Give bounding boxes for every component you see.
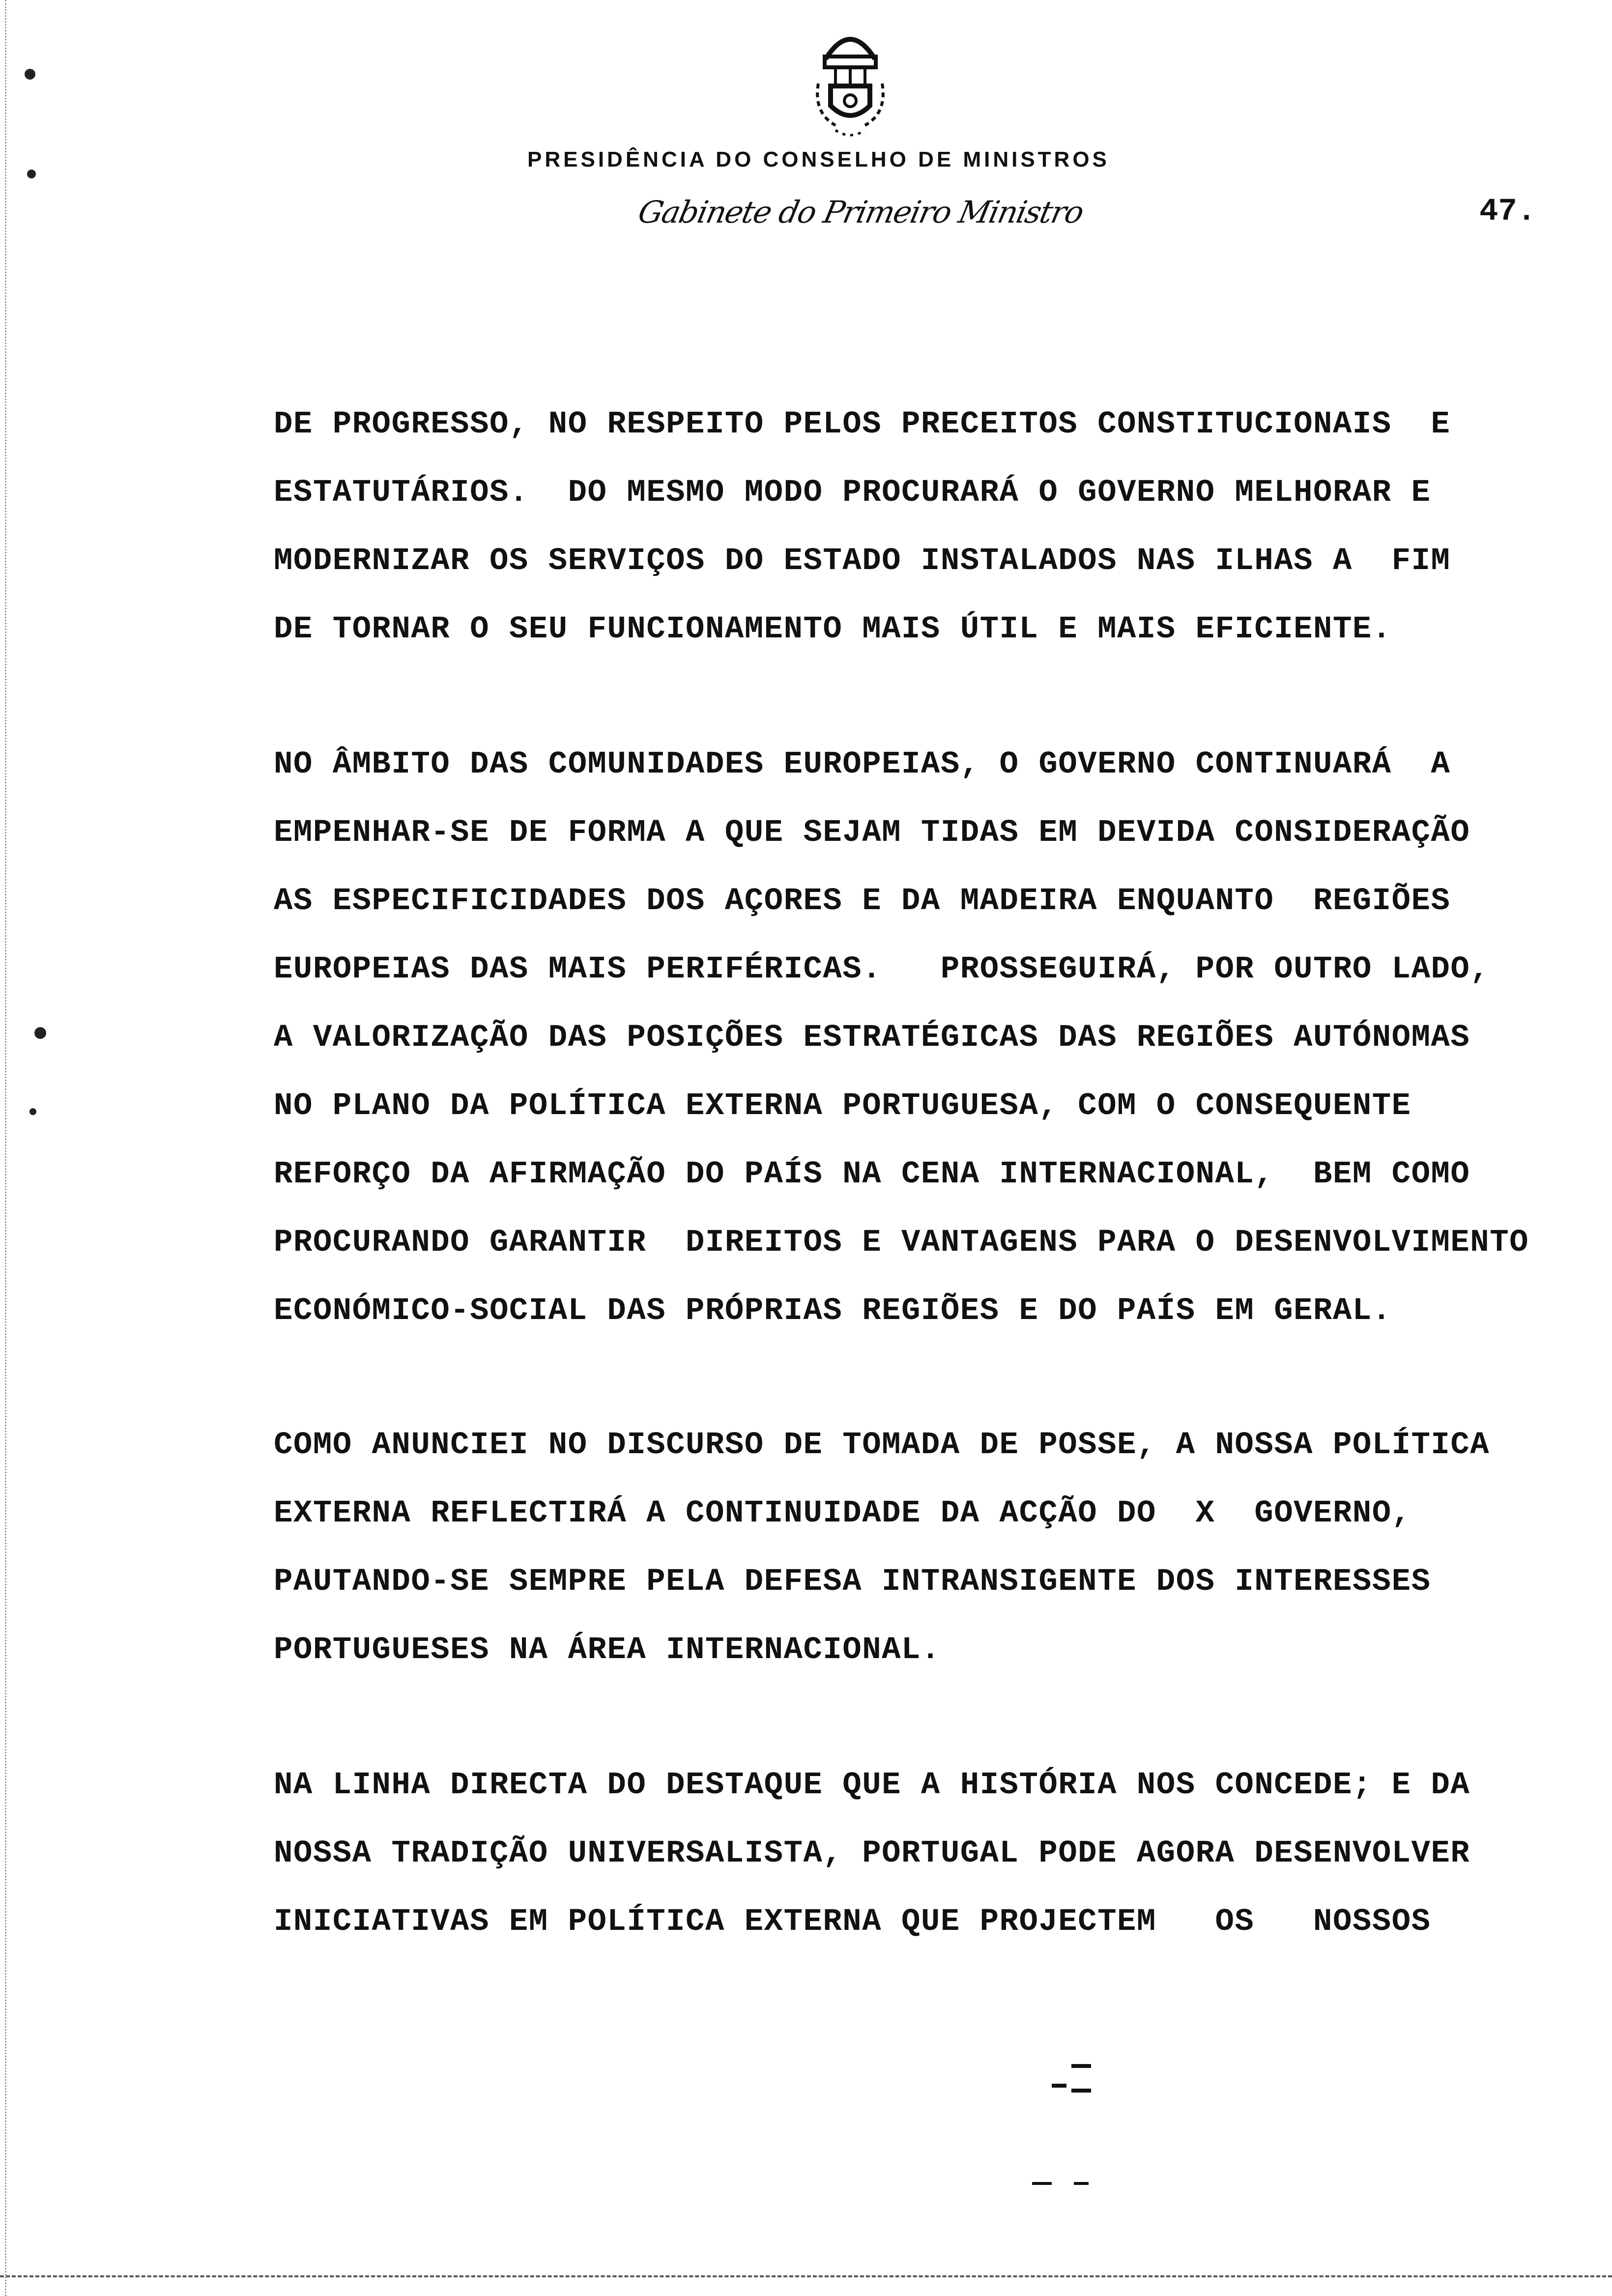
coat-of-arms-seal-icon: [786, 20, 914, 143]
text-line: AS ESPECIFICIDADES DOS AÇORES E DA MADEIRA ENQUANTO REGIÕES: [274, 884, 1451, 919]
page-number: 47.: [1479, 194, 1536, 230]
scan-speck: [27, 170, 36, 178]
text-line: DE TORNAR O SEU FUNCIONAMENTO MAIS ÚTIL E MAIS EFICIENTE.: [274, 612, 1392, 647]
text-line: EMPENHAR-SE DE FORMA A QUE SEJAM TIDAS EM DEVIDA CONSIDERAÇÃO: [274, 815, 1470, 851]
text-line: NO PLANO DA POLÍTICA EXTERNA PORTUGUESA, COM O CONSEQUENTE: [274, 1089, 1411, 1124]
text-line: MODERNIZAR OS SERVIÇOS DO ESTADO INSTALADOS NAS ILHAS A FIM: [274, 544, 1451, 579]
scan-mark: [1074, 2182, 1089, 2185]
text-line: EXTERNA REFLECTIRÁ A CONTINUIDADE DA ACÇÃO DO X GOVERNO,: [274, 1496, 1411, 1531]
scan-edge-artifact: [5, 0, 8, 2296]
scan-mark: [1071, 2089, 1091, 2093]
paragraph-2: [274, 731, 1529, 1346]
scan-mark: [1032, 2182, 1052, 2185]
scan-speck: [25, 69, 35, 80]
text-line: A VALORIZAÇÃO DAS POSIÇÕES ESTRATÉGICAS DAS REGIÕES AUTÓNOMAS: [274, 1020, 1470, 1056]
text-line: PAUTANDO-SE SEMPRE PELA DEFESA INTRANSIGENTE DOS INTERESSES: [274, 1564, 1431, 1600]
text-line: NOSSA TRADIÇÃO UNIVERSALISTA, PORTUGAL PODE AGORA DESENVOLVER: [274, 1836, 1470, 1871]
paragraph-1: [274, 391, 1450, 664]
text-line: REFORÇO DA AFIRMAÇÃO DO PAÍS NA CENA INTERNACIONAL, BEM COMO: [274, 1157, 1470, 1192]
text-line: COMO ANUNCIEI NO DISCURSO DE TOMADA DE POSSE, A NOSSA POLÍTICA: [274, 1428, 1490, 1463]
scan-bottom-edge: [0, 2275, 1612, 2279]
office-handwritten-signature: Gabinete do Primeiro Ministro: [635, 194, 1087, 230]
text-line: PORTUGUESES NA ÁREA INTERNACIONAL.: [274, 1633, 941, 1668]
paragraph-3: [274, 1411, 1490, 1685]
text-line: NA LINHA DIRECTA DO DESTAQUE QUE A HISTÓRIA NOS CONCEDE; E DA: [274, 1768, 1470, 1803]
text-line: DE PROGRESSO, NO RESPEITO PELOS PRECEITOS CONSTITUCIONAIS E: [274, 407, 1451, 442]
text-line: INICIATIVAS EM POLÍTICA EXTERNA QUE PROJECTEM OS NOSSOS: [274, 1904, 1431, 1940]
text-line: PROCURANDO GARANTIR DIREITOS E VANTAGENS PARA O DESENVOLVIMENTO: [274, 1225, 1529, 1261]
text-line: ESTATUTÁRIOS. DO MESMO MODO PROCURARÁ O GOVERNO MELHORAR E: [274, 475, 1431, 511]
text-line: EUROPEIAS DAS MAIS PERIFÉRICAS. PROSSEGUIRÁ, POR OUTRO LADO,: [274, 952, 1490, 987]
text-line: NO ÂMBITO DAS COMUNIDADES EUROPEIAS, O GOVERNO CONTINUARÁ A: [274, 747, 1451, 782]
scan-mark: [1071, 2064, 1091, 2068]
text-line: ECONÓMICO-SOCIAL DAS PRÓPRIAS REGIÕES E DO PAÍS EM GERAL.: [274, 1293, 1392, 1329]
paragraph-4: [274, 1751, 1470, 1956]
scan-speck: [34, 1027, 46, 1039]
organization-name: PRESIDÊNCIA DO CONSELHO DE MINISTROS: [527, 147, 1110, 172]
scan-speck: [29, 1108, 36, 1115]
scan-mark: [1052, 2084, 1066, 2088]
